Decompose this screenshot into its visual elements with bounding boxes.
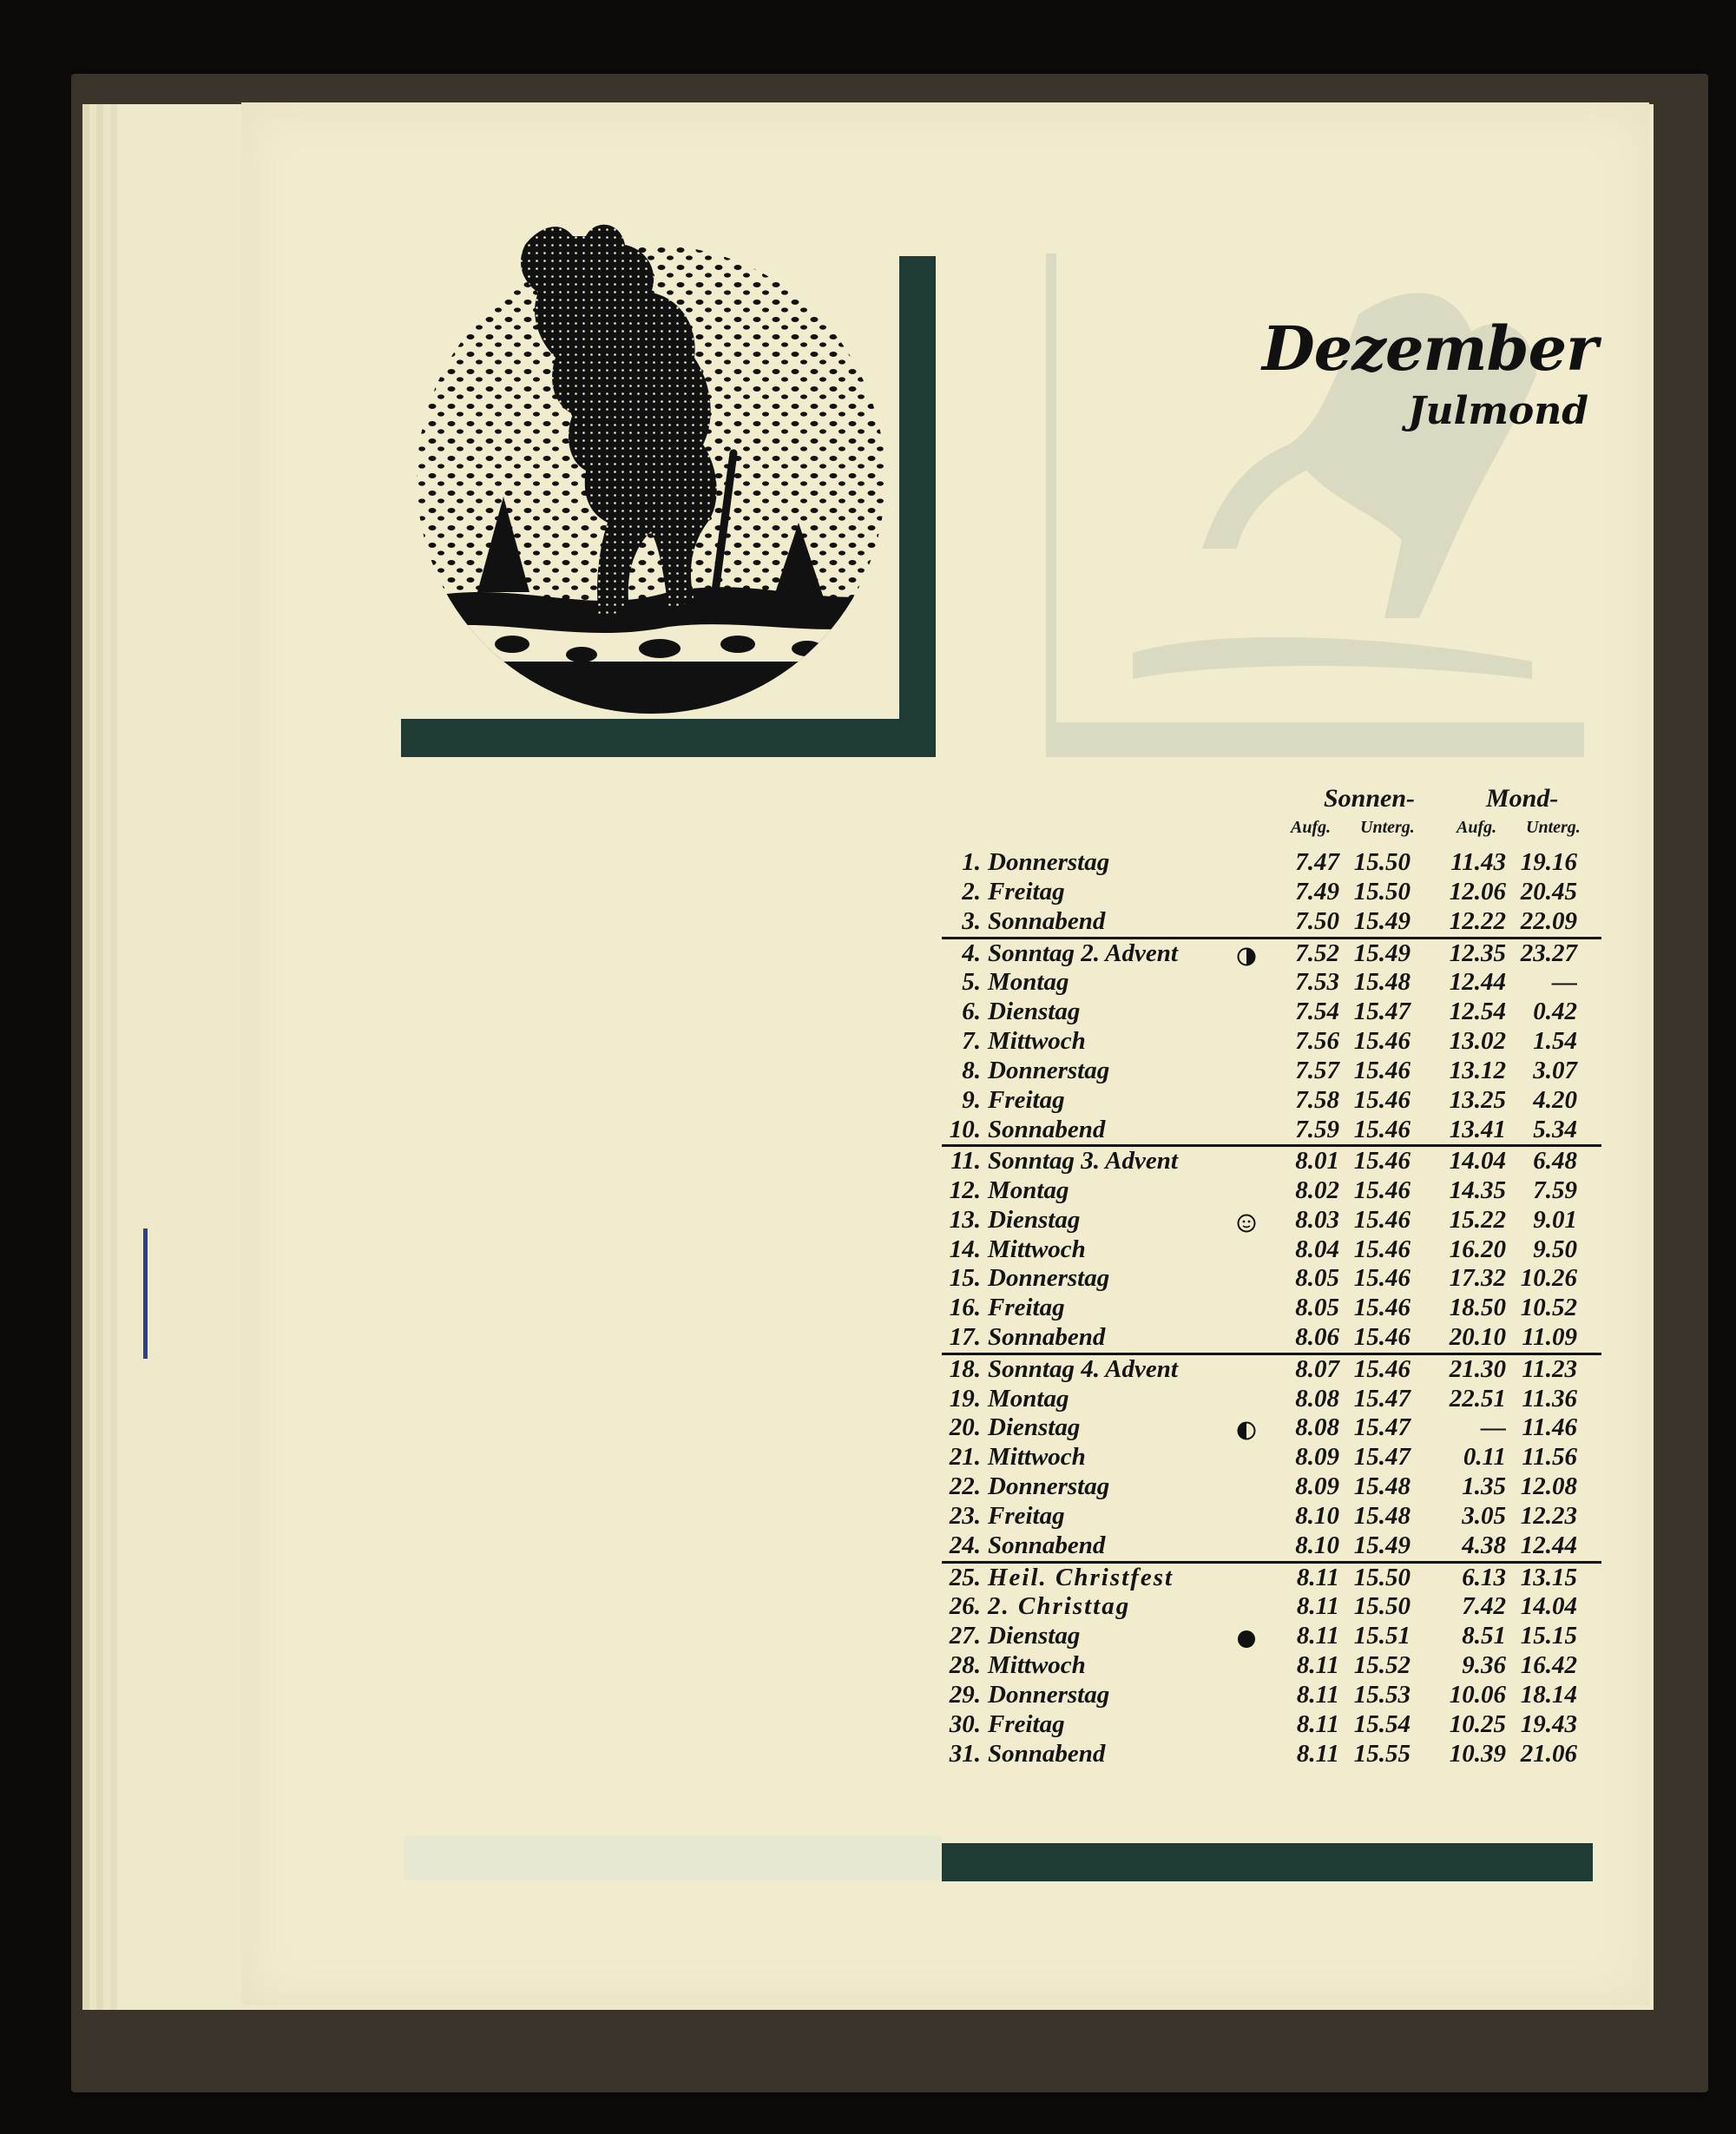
sun-rise-time: 8.11	[1296, 1622, 1339, 1650]
day-name: Mittwoch	[988, 1651, 1086, 1680]
sun-rise-time: 8.10	[1295, 1531, 1339, 1559]
sun-set-time: 15.47	[1353, 1443, 1410, 1472]
day-number: 30.	[949, 1709, 981, 1738]
day-number: 16.	[949, 1294, 981, 1322]
sun-set-time: 15.46	[1353, 1264, 1410, 1293]
moon-set-time: 15.15	[1520, 1622, 1577, 1650]
moon-rise-time: 13.02	[1449, 1026, 1506, 1055]
moon-set-time: 11.56	[1522, 1443, 1577, 1472]
moon-rise-time: 9.36	[1462, 1651, 1506, 1680]
day-number: 4.	[962, 939, 981, 967]
moon-set-time: 12.08	[1520, 1472, 1577, 1501]
day-row	[942, 998, 1601, 1027]
sun-rise-time: 8.10	[1295, 1502, 1339, 1531]
sun-set-time: 15.46	[1353, 1147, 1410, 1176]
day-row	[942, 1681, 1601, 1710]
sun-rise-time: 7.47	[1295, 848, 1339, 876]
sun-set-time: 15.50	[1353, 1592, 1410, 1621]
day-number: 11.	[950, 1147, 981, 1176]
day-name: Mittwoch	[988, 1443, 1086, 1472]
moon-rise-time: 12.44	[1449, 968, 1506, 997]
moon-set-time: 3.07	[1533, 1056, 1577, 1084]
sun-rise-time: 7.54	[1295, 997, 1339, 1025]
sun-set-header: Unterg.	[1360, 818, 1415, 837]
moon-rise-time: 21.30	[1449, 1355, 1506, 1384]
moon-set-time: 20.45	[1520, 877, 1577, 906]
day-number: 3.	[962, 906, 981, 935]
day-name: Dienstag	[988, 997, 1081, 1025]
day-row	[942, 1443, 1601, 1472]
moon-rise-time: 15.22	[1449, 1205, 1506, 1234]
sun-set-time: 15.47	[1353, 1384, 1410, 1413]
moon-rise-time: 1.35	[1462, 1472, 1506, 1501]
day-number: 21.	[949, 1443, 981, 1472]
day-name: Donnerstag	[988, 1056, 1110, 1084]
sun-set-time: 15.48	[1353, 968, 1410, 997]
day-number: 14.	[949, 1235, 981, 1263]
sun-rise-header: Aufg.	[1291, 818, 1332, 837]
moon-set-time: 10.52	[1520, 1294, 1577, 1322]
sun-rise-time: 7.52	[1295, 939, 1339, 967]
day-row	[942, 1027, 1601, 1057]
green-frame-horizontal	[401, 719, 936, 757]
day-name: Freitag	[988, 1502, 1065, 1531]
day-row	[942, 1294, 1601, 1323]
moon-rise-time: 12.35	[1449, 939, 1506, 967]
sun-set-time: 15.52	[1353, 1651, 1410, 1680]
moon-set-time: 10.26	[1520, 1264, 1577, 1293]
day-name: Freitag	[988, 1709, 1065, 1738]
sun-set-time: 15.46	[1353, 1205, 1410, 1234]
sun-rise-time: 8.08	[1295, 1384, 1339, 1413]
sun-rise-time: 7.49	[1295, 877, 1339, 906]
day-row	[942, 1502, 1601, 1531]
sun-set-time: 15.46	[1353, 1056, 1410, 1084]
sun-rise-time: 8.05	[1295, 1264, 1339, 1293]
day-row	[942, 1413, 1601, 1443]
reverse-side-ghost-bar	[404, 1836, 942, 1880]
day-name: Sonnabend	[988, 1739, 1106, 1768]
day-row	[942, 1561, 1601, 1592]
day-number: 29.	[949, 1680, 981, 1709]
month-subtitle: Julmond	[1407, 389, 1588, 433]
sun-rise-time: 8.08	[1295, 1413, 1339, 1442]
moon-rise-time: 10.25	[1449, 1709, 1506, 1738]
moon-set-time: 18.14	[1520, 1680, 1577, 1709]
moon-set-time: 23.27	[1520, 939, 1577, 967]
moon-rise-time: 10.06	[1449, 1680, 1506, 1709]
sun-rise-time: 7.53	[1295, 968, 1339, 997]
sun-set-time: 15.48	[1353, 1472, 1410, 1501]
day-name: Sonnabend	[988, 1323, 1106, 1352]
moon-rise-time: 3.05	[1462, 1502, 1506, 1531]
day-name: Sonnabend	[988, 1115, 1106, 1143]
moon-set-time: 11.46	[1522, 1413, 1577, 1442]
day-row	[942, 1235, 1601, 1265]
moon-rise-time: 0.11	[1463, 1443, 1506, 1472]
day-row	[942, 968, 1601, 998]
day-number: 8.	[962, 1056, 981, 1084]
full-moon-icon	[1237, 1211, 1256, 1230]
day-name: Sonnabend	[988, 906, 1106, 935]
day-row	[942, 1264, 1601, 1294]
day-row	[942, 937, 1601, 968]
day-number: 26.	[949, 1592, 981, 1621]
day-number: 9.	[962, 1085, 981, 1114]
wanderer-with-tree-woodcut	[408, 210, 894, 714]
day-row	[942, 1057, 1601, 1086]
day-number: 10.	[949, 1115, 981, 1143]
moon-set-header: Unterg.	[1526, 818, 1581, 837]
sun-rise-time: 7.59	[1295, 1115, 1339, 1143]
sun-set-time: 15.46	[1353, 1323, 1410, 1352]
moon-set-time: 11.23	[1522, 1355, 1577, 1384]
day-row	[942, 1144, 1601, 1176]
moon-rise-time: 17.32	[1449, 1264, 1506, 1293]
green-bottom-bar	[942, 1843, 1593, 1881]
day-row	[942, 878, 1601, 907]
day-number: 7.	[962, 1026, 981, 1055]
moon-rise-time: 12.54	[1449, 997, 1506, 1025]
moon-set-time: —	[1552, 968, 1577, 997]
day-number: 23.	[949, 1502, 981, 1531]
day-name: Sonnabend	[988, 1531, 1106, 1559]
moon-column-header: Mond-	[1486, 784, 1559, 813]
moon-rise-time: 20.10	[1449, 1323, 1506, 1352]
day-row	[942, 1651, 1601, 1681]
month-title: Dezember	[1262, 313, 1597, 385]
day-name: Montag	[988, 968, 1069, 997]
sun-set-time: 15.47	[1353, 1413, 1410, 1442]
day-name: Dienstag	[988, 1413, 1081, 1442]
sun-set-time: 15.54	[1353, 1709, 1410, 1738]
last-quarter-icon	[1237, 1419, 1256, 1438]
moon-set-time: 21.06	[1520, 1739, 1577, 1768]
sun-set-time: 15.49	[1353, 906, 1410, 935]
day-number: 25.	[949, 1563, 981, 1591]
sun-set-time: 15.53	[1353, 1680, 1410, 1709]
day-row	[942, 1323, 1601, 1353]
day-row	[942, 1353, 1601, 1384]
day-row	[942, 1206, 1601, 1235]
day-number: 28.	[949, 1651, 981, 1680]
sun-rise-time: 8.09	[1295, 1443, 1339, 1472]
sun-set-time: 15.55	[1353, 1739, 1410, 1768]
sun-set-time: 15.49	[1353, 939, 1410, 967]
moon-rise-header: Aufg.	[1457, 818, 1497, 837]
sun-rise-time: 8.01	[1295, 1147, 1339, 1176]
sun-set-time: 15.46	[1353, 1085, 1410, 1114]
moon-set-time: 0.42	[1533, 997, 1577, 1025]
day-name: Donnerstag	[988, 1472, 1110, 1501]
day-number: 12.	[949, 1176, 981, 1204]
sun-set-time: 15.50	[1353, 1563, 1410, 1591]
day-name: Heil. Christfest	[988, 1563, 1174, 1591]
day-name: Donnerstag	[988, 848, 1110, 876]
moon-set-time: 16.42	[1520, 1651, 1577, 1680]
sun-set-time: 15.46	[1353, 1115, 1410, 1143]
day-number: 22.	[949, 1472, 981, 1501]
day-number: 31.	[949, 1739, 981, 1768]
moon-rise-time: —	[1481, 1413, 1506, 1442]
moon-set-time: 11.09	[1522, 1323, 1577, 1352]
day-row	[942, 1710, 1601, 1740]
sun-rise-time: 8.11	[1296, 1563, 1339, 1591]
moon-rise-time: 7.42	[1462, 1592, 1506, 1621]
sun-rise-time: 8.05	[1295, 1294, 1339, 1322]
moon-rise-time: 12.06	[1449, 877, 1506, 906]
sun-set-time: 15.50	[1353, 877, 1410, 906]
sun-set-time: 15.46	[1353, 1235, 1410, 1263]
sun-set-time: 15.46	[1353, 1294, 1410, 1322]
day-row	[942, 1531, 1601, 1561]
day-number: 17.	[949, 1323, 981, 1352]
moon-set-time: 22.09	[1520, 906, 1577, 935]
sun-rise-time: 8.11	[1296, 1709, 1339, 1738]
day-name: Donnerstag	[988, 1264, 1110, 1293]
moon-set-time: 7.59	[1533, 1176, 1577, 1204]
day-row	[942, 1740, 1601, 1769]
moon-rise-time: 4.38	[1462, 1531, 1506, 1559]
sun-rise-time: 8.06	[1295, 1323, 1339, 1352]
sun-rise-time: 8.11	[1296, 1651, 1339, 1680]
sun-rise-time: 7.56	[1295, 1026, 1339, 1055]
day-name: Mittwoch	[988, 1235, 1086, 1263]
moon-set-time: 1.54	[1533, 1026, 1577, 1055]
moon-rise-time: 13.12	[1449, 1056, 1506, 1084]
moon-set-time: 5.34	[1533, 1115, 1577, 1143]
sun-set-time: 15.51	[1353, 1622, 1410, 1650]
moon-set-time: 12.44	[1520, 1531, 1577, 1559]
day-row	[942, 1622, 1601, 1651]
moon-rise-time: 13.41	[1449, 1115, 1506, 1143]
sun-rise-time: 8.02	[1295, 1176, 1339, 1204]
day-name: Montag	[988, 1176, 1069, 1204]
moon-set-time: 14.04	[1520, 1592, 1577, 1621]
day-name: Sonntag 3. Advent	[988, 1147, 1178, 1176]
day-number: 15.	[949, 1264, 981, 1293]
moon-set-time: 19.43	[1520, 1709, 1577, 1738]
day-name: Freitag	[988, 877, 1065, 906]
sun-rise-time: 8.09	[1295, 1472, 1339, 1501]
day-number: 27.	[949, 1622, 981, 1650]
day-number: 6.	[962, 997, 981, 1025]
sun-rise-time: 8.03	[1295, 1205, 1339, 1234]
sun-set-time: 15.46	[1353, 1026, 1410, 1055]
day-row	[942, 1116, 1601, 1145]
sun-column-header: Sonnen-	[1324, 784, 1416, 813]
first-quarter-icon	[1237, 945, 1256, 964]
sun-set-time: 15.46	[1353, 1176, 1410, 1204]
moon-rise-time: 14.04	[1449, 1147, 1506, 1176]
sun-rise-time: 8.11	[1296, 1680, 1339, 1709]
sun-rise-time: 8.11	[1296, 1592, 1339, 1621]
moon-set-time: 13.15	[1520, 1563, 1577, 1591]
moon-rise-time: 16.20	[1449, 1235, 1506, 1263]
moon-set-time: 19.16	[1520, 848, 1577, 876]
day-number: 24.	[949, 1531, 981, 1559]
moon-rise-time: 8.51	[1462, 1622, 1506, 1650]
moon-set-time: 12.23	[1520, 1502, 1577, 1531]
new-moon-icon	[1237, 1627, 1256, 1646]
day-number: 20.	[949, 1413, 981, 1442]
day-name: Freitag	[988, 1294, 1065, 1322]
day-name: Sonntag 4. Advent	[988, 1355, 1178, 1384]
sun-rise-time: 7.50	[1295, 906, 1339, 935]
day-number: 1.	[962, 848, 981, 876]
sun-set-time: 15.49	[1353, 1531, 1410, 1559]
moon-set-time: 11.36	[1522, 1384, 1577, 1413]
sun-rise-time: 8.04	[1295, 1235, 1339, 1263]
day-number: 2.	[962, 877, 981, 906]
day-number: 18.	[949, 1355, 981, 1384]
sun-rise-time: 7.58	[1295, 1085, 1339, 1114]
sun-set-time: 15.50	[1353, 848, 1410, 876]
moon-rise-time: 10.39	[1449, 1739, 1506, 1768]
sun-set-time: 15.48	[1353, 1502, 1410, 1531]
day-name: Dienstag	[988, 1622, 1081, 1650]
sun-rise-time: 7.57	[1295, 1056, 1339, 1084]
day-table	[942, 848, 1601, 1769]
bookmark-edge	[143, 1228, 148, 1359]
moon-rise-time: 22.51	[1449, 1384, 1506, 1413]
day-name: Montag	[988, 1384, 1069, 1413]
day-name: Sonntag 2. Advent	[988, 939, 1178, 967]
moon-set-time: 6.48	[1533, 1147, 1577, 1176]
sun-set-time: 15.47	[1353, 997, 1410, 1025]
day-number: 13.	[949, 1205, 981, 1234]
sun-set-time: 15.46	[1353, 1355, 1410, 1384]
moon-set-time: 9.50	[1533, 1235, 1577, 1263]
moon-set-time: 4.20	[1533, 1085, 1577, 1114]
moon-rise-time: 13.25	[1449, 1085, 1506, 1114]
day-row	[942, 1086, 1601, 1116]
moon-set-time: 9.01	[1533, 1205, 1577, 1234]
moon-rise-time: 6.13	[1462, 1563, 1506, 1591]
moon-rise-time: 12.22	[1449, 906, 1506, 935]
moon-rise-time: 14.35	[1449, 1176, 1506, 1204]
day-name: Dienstag	[988, 1205, 1081, 1234]
day-number: 5.	[962, 968, 981, 997]
day-number: 19.	[949, 1384, 981, 1413]
sun-rise-time: 8.07	[1295, 1355, 1339, 1384]
day-name: Donnerstag	[988, 1680, 1110, 1709]
day-name: 2. Christtag	[988, 1592, 1131, 1621]
day-name: Freitag	[988, 1085, 1065, 1114]
moon-rise-time: 18.50	[1449, 1294, 1506, 1322]
day-row	[942, 907, 1601, 937]
day-row	[942, 848, 1601, 878]
day-name: Mittwoch	[988, 1026, 1086, 1055]
day-row	[942, 1592, 1601, 1622]
day-row	[942, 1472, 1601, 1502]
day-row	[942, 1176, 1601, 1206]
day-row	[942, 1385, 1601, 1414]
green-frame-vertical	[899, 256, 936, 755]
sun-rise-time: 8.11	[1296, 1739, 1339, 1768]
moon-rise-time: 11.43	[1450, 848, 1506, 876]
